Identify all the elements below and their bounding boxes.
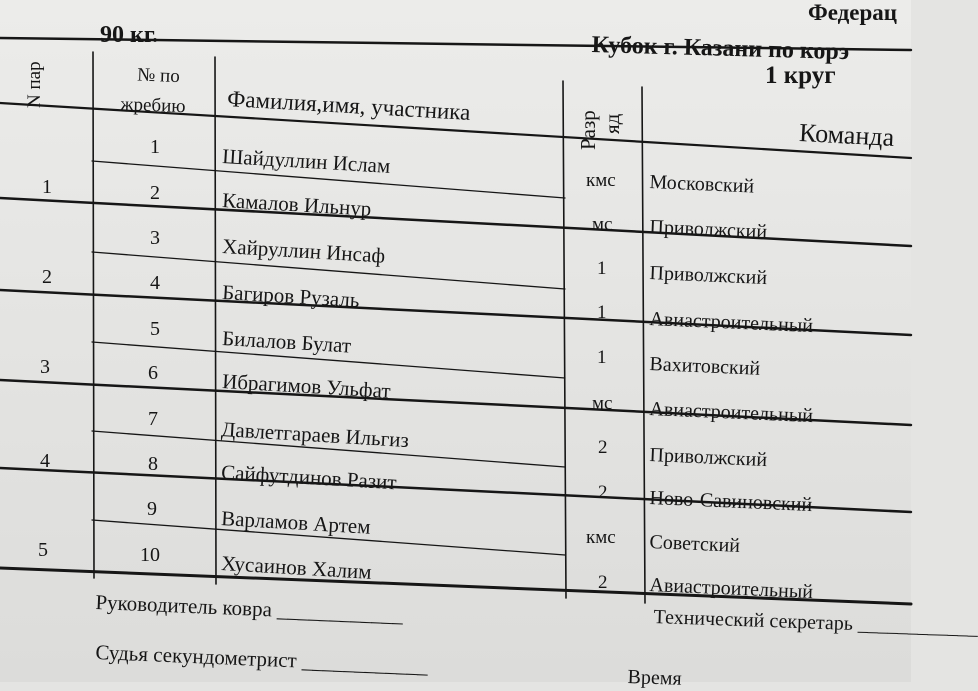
col-rank-header-line1: Разр: [576, 110, 600, 150]
timekeeper-text: Судья секундометрист: [94, 640, 298, 673]
participant-name: Хусаинов Халим: [220, 551, 373, 584]
round-label: 1 круг: [765, 62, 836, 89]
participant-rank: 2: [598, 437, 608, 458]
tech-secretary-signature-line: ____________: [857, 613, 978, 640]
participant-name: Варламов Артем: [220, 506, 372, 539]
participant-rank: кмс: [586, 170, 616, 191]
pair-number: 5: [38, 539, 48, 561]
participant-team: Московский: [649, 171, 755, 198]
participant-rank: 1: [597, 302, 607, 323]
participant-rank: 1: [597, 347, 607, 368]
participant-rank: мс: [592, 393, 613, 414]
participant-team: Приволжский: [649, 216, 768, 244]
draw-number: 6: [148, 362, 158, 384]
pair-number: 4: [40, 450, 50, 472]
participant-team: Приволжский: [649, 444, 768, 472]
col-draw-header-line2: жребию: [120, 93, 186, 118]
participant-name: Хайруллин Инсаф: [221, 234, 386, 268]
draw-number: 2: [150, 182, 160, 204]
participant-name: Шайдуллин Ислам: [221, 144, 391, 178]
draw-number: 3: [150, 227, 160, 249]
participant-rank: кмс: [586, 527, 616, 548]
col-draw-header: [120, 60, 187, 122]
participant-rank: 1: [597, 258, 607, 279]
time-label: Время: [627, 666, 683, 690]
draw-number: 9: [147, 498, 157, 520]
pair-number: 1: [42, 176, 52, 198]
participant-name: Сайфутдинов Разит: [220, 460, 398, 495]
participant-team: Вахитовский: [649, 353, 761, 380]
draw-number: 4: [150, 272, 160, 294]
pair-number: 3: [40, 356, 50, 378]
draw-number: 7: [148, 408, 158, 430]
col-rank-header-line2: яд: [600, 113, 624, 134]
draw-number: 8: [148, 453, 158, 475]
col-name-header: Фамилия,имя, участника: [226, 86, 472, 125]
participant-name: Багиров Рузаль: [221, 280, 361, 313]
participant-team: Советский: [649, 531, 741, 557]
draw-number: 1: [150, 136, 160, 158]
weight-category: 90 кг.: [100, 22, 159, 48]
participant-team: Ново-Савиновский: [649, 487, 813, 517]
participant-rank: мс: [592, 214, 613, 235]
participant-team: Авиастроительный: [649, 308, 814, 338]
participant-team: Авиастроительный: [649, 574, 814, 604]
draw-number: 10: [140, 544, 160, 566]
draw-number: 5: [150, 318, 160, 340]
col-draw-header-line1: № по: [136, 64, 181, 88]
col-pair-header: N пар: [24, 61, 45, 108]
carpet-head-text: Руководитель ковра: [94, 590, 273, 622]
participant-rank: 2: [598, 482, 608, 503]
col-team-header: Команда: [798, 118, 895, 152]
cup-title: Кубок г. Казани по корэ: [591, 32, 850, 66]
participant-name: Ибрагимов Ульфат: [221, 369, 392, 403]
tech-secretary-text: Технический секретарь: [653, 606, 854, 635]
carpet-head-signature-line: ____________: [276, 597, 404, 627]
participant-name: Билалов Булат: [221, 326, 352, 358]
participant-team: Авиастроительный: [649, 398, 814, 428]
pair-number: 2: [42, 266, 52, 288]
participant-name: Камалов Ильнур: [221, 188, 373, 221]
col-rank-header: [576, 110, 624, 150]
participant-rank: 2: [598, 572, 608, 593]
timekeeper-signature-line: ____________: [301, 648, 429, 678]
participant-team: Приволжский: [649, 262, 768, 290]
participant-name: Давлетгараев Ильгиз: [220, 417, 410, 453]
federation-title: Федерац: [808, 0, 898, 25]
